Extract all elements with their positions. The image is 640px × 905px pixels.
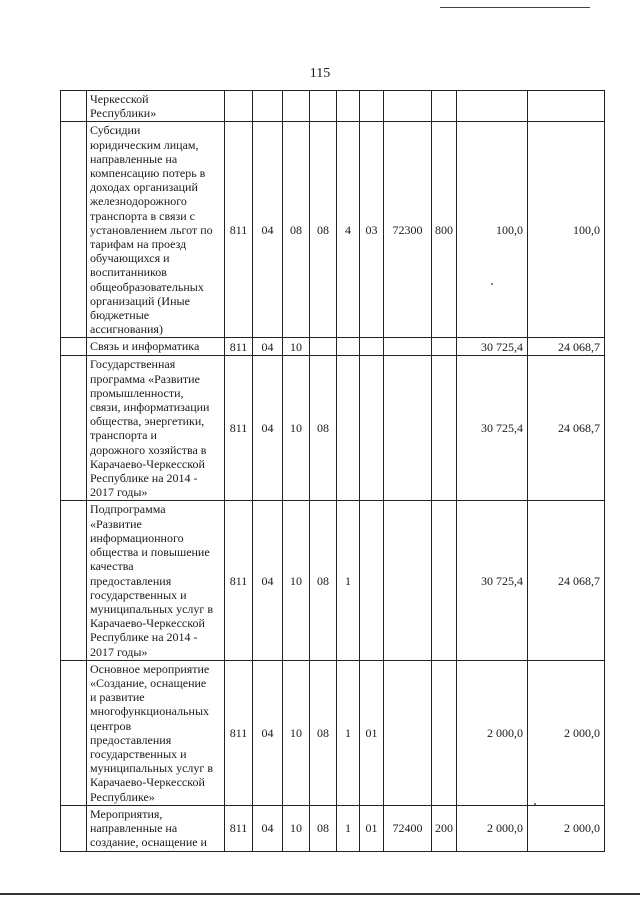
amount-2016-cell: 2 000,0 xyxy=(457,660,528,805)
program-code-cell: 08 xyxy=(310,501,337,660)
subsection-code-cell: 10 xyxy=(283,356,310,501)
program-code-cell xyxy=(310,338,337,356)
table-row xyxy=(61,122,605,338)
row-marker-cell xyxy=(61,122,87,338)
activity-code-cell xyxy=(360,356,384,501)
amount-2016-cell: 100,0 xyxy=(457,122,528,338)
section-code-cell: 04 xyxy=(253,356,283,501)
expense-type-code-cell xyxy=(432,501,457,660)
amount-2016-cell: 30 725,4 xyxy=(457,338,528,356)
subsection-code-cell: 10 xyxy=(283,660,310,805)
activity-code-cell: 01 xyxy=(360,660,384,805)
expense-type-code-cell xyxy=(432,356,457,501)
amount-2017-cell: 2 000,0 xyxy=(528,660,605,805)
table-row xyxy=(61,501,605,660)
table-row xyxy=(61,660,605,805)
scan-speck xyxy=(534,803,536,805)
program-code-cell xyxy=(310,91,337,122)
section-code-cell: 04 xyxy=(253,805,283,851)
subsection-code-cell: 08 xyxy=(283,122,310,338)
subsection-code-cell: 10 xyxy=(283,805,310,851)
expense-name-cell: Субсидии юридическим лицам, направленные на компенсацию потерь в доходах организаций железнодорожного транспорта в связи с установлением льгот по тарифам на проезд обучающихся и воспитанников общеобразовательных организаций (Иные бюджетные ассигнования) xyxy=(87,122,225,338)
amount-2016-cell: 30 725,4 xyxy=(457,356,528,501)
expense-name-cell: Мероприятия, направленные на создание, оснащение и xyxy=(87,805,225,851)
expense-name-cell: Связь и информатика xyxy=(87,338,225,356)
amount-2016-cell: 2 000,0 xyxy=(457,805,528,851)
section-code-cell: 04 xyxy=(253,501,283,660)
subprogram-code-cell xyxy=(337,338,360,356)
expense-type-code-cell xyxy=(432,660,457,805)
ministry-code-cell: 811 xyxy=(225,338,253,356)
ministry-code-cell: 811 xyxy=(225,805,253,851)
amount-2016-cell: 30 725,4 xyxy=(457,501,528,660)
expense-name-cell: Черкесской Республики» xyxy=(87,91,225,122)
page-number: 115 xyxy=(309,66,331,81)
expense-type-code-cell: 800 xyxy=(432,122,457,338)
activity-code-cell xyxy=(360,91,384,122)
amount-2017-cell: 2 000,0 xyxy=(528,805,605,851)
program-code-cell: 08 xyxy=(310,660,337,805)
ministry-code-cell: 811 xyxy=(225,356,253,501)
ministry-code-cell: 811 xyxy=(225,660,253,805)
program-code-cell: 08 xyxy=(310,356,337,501)
amount-2017-cell: 100,0 xyxy=(528,122,605,338)
row-marker-cell xyxy=(61,356,87,501)
expense-name-cell: Подпрограмма «Развитие информационного общества и повышение качества предоставления государственных и муниципальных услуг в Карачаево-Черкесской Республике на 2014 - 2017 годы» xyxy=(87,501,225,660)
ministry-code-cell: 811 xyxy=(225,501,253,660)
activity-code-cell xyxy=(360,338,384,356)
subprogram-code-cell: 1 xyxy=(337,660,360,805)
bottom-rule xyxy=(0,893,640,895)
amount-2017-cell: 24 068,7 xyxy=(528,338,605,356)
program-code-cell: 08 xyxy=(310,805,337,851)
section-code-cell: 04 xyxy=(253,338,283,356)
direction-code-cell xyxy=(384,356,432,501)
activity-code-cell: 01 xyxy=(360,805,384,851)
amount-2016-cell xyxy=(457,91,528,122)
expense-name-cell: Основное мероприятие «Создание, оснащение и развитие многофункциональных центров предоставления государственных и муниципальных услуг в Карачаево-Черкесской Республике» xyxy=(87,660,225,805)
ministry-code-cell: 811 xyxy=(225,122,253,338)
row-marker-cell xyxy=(61,805,87,851)
scan-speck xyxy=(491,283,493,285)
direction-code-cell: 72400 xyxy=(384,805,432,851)
activity-code-cell: 03 xyxy=(360,122,384,338)
amount-2017-cell: 24 068,7 xyxy=(528,501,605,660)
direction-code-cell xyxy=(384,91,432,122)
budget-table xyxy=(60,90,605,852)
ministry-code-cell xyxy=(225,91,253,122)
subprogram-code-cell xyxy=(337,356,360,501)
direction-code-cell xyxy=(384,501,432,660)
subsection-code-cell xyxy=(283,91,310,122)
amount-2017-cell: 24 068,7 xyxy=(528,356,605,501)
top-rule xyxy=(440,7,590,8)
subprogram-code-cell: 1 xyxy=(337,501,360,660)
table-row xyxy=(61,805,605,851)
direction-code-cell xyxy=(384,338,432,356)
row-marker-cell xyxy=(61,501,87,660)
program-code-cell: 08 xyxy=(310,122,337,338)
section-code-cell xyxy=(253,91,283,122)
row-marker-cell xyxy=(61,660,87,805)
row-marker-cell xyxy=(61,338,87,356)
amount-2017-cell xyxy=(528,91,605,122)
subsection-code-cell: 10 xyxy=(283,338,310,356)
expense-type-code-cell xyxy=(432,91,457,122)
subsection-code-cell: 10 xyxy=(283,501,310,660)
section-code-cell: 04 xyxy=(253,122,283,338)
activity-code-cell xyxy=(360,501,384,660)
expense-name-cell: Государственная программа «Развитие промышленности, связи, информатизации общества, энергетики, транспорта и дорожного хозяйства в Карачаево-Черкесской Республике на 2014 - 2017 годы» xyxy=(87,356,225,501)
table-row xyxy=(61,356,605,501)
expense-type-code-cell xyxy=(432,338,457,356)
section-code-cell: 04 xyxy=(253,660,283,805)
subprogram-code-cell: 4 xyxy=(337,122,360,338)
table-row xyxy=(61,91,605,122)
table-row xyxy=(61,338,605,356)
subprogram-code-cell: 1 xyxy=(337,805,360,851)
subprogram-code-cell xyxy=(337,91,360,122)
table-body xyxy=(61,91,605,852)
expense-type-code-cell: 200 xyxy=(432,805,457,851)
direction-code-cell xyxy=(384,660,432,805)
direction-code-cell: 72300 xyxy=(384,122,432,338)
row-marker-cell xyxy=(61,91,87,122)
